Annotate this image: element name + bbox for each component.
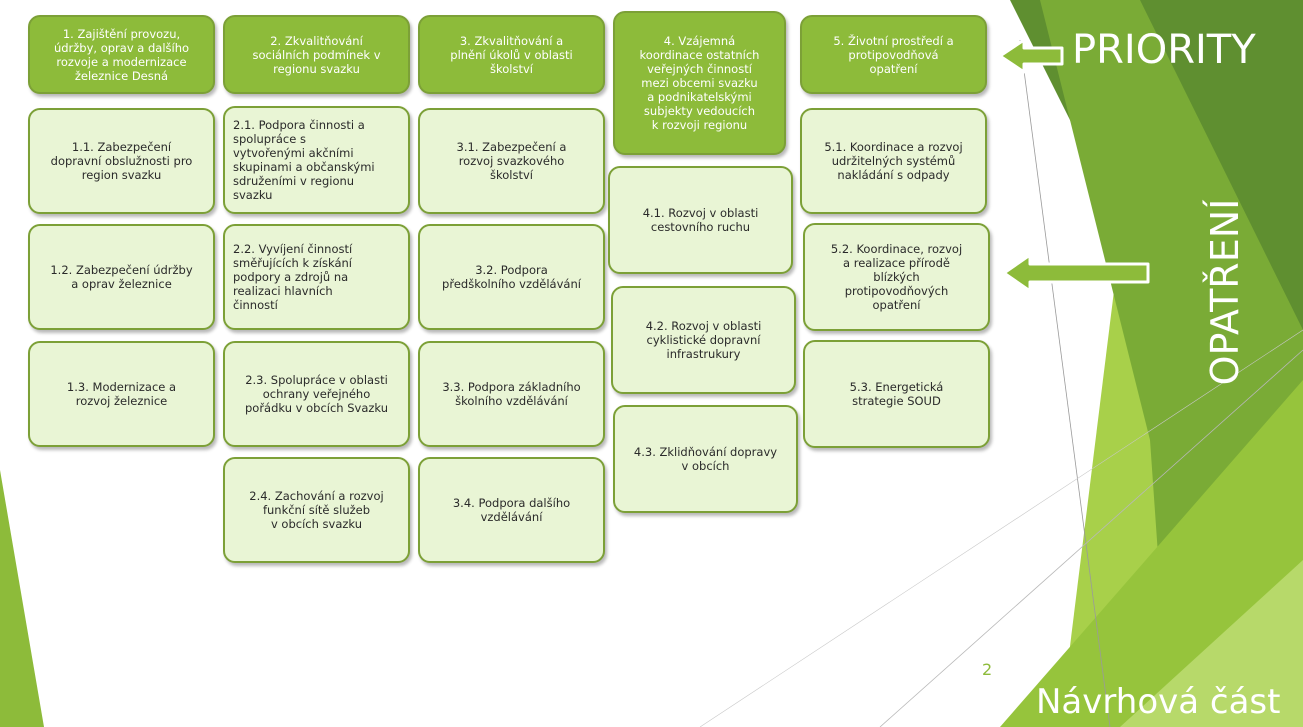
page-number: 2 — [982, 660, 993, 679]
measure-box-2-1: 2.1. Podpora činnosti a spolupráce s vytvořenými akčními skupinami a občanskými sdruženími v regionu svazku — [223, 106, 410, 214]
measure-box-3-2: 3.2. Podpora předškolního vzdělávání — [418, 224, 605, 330]
measure-box-3-3: 3.3. Podpora základního školního vzdělávání — [418, 341, 605, 447]
measure-box-3-4: 3.4. Podpora dalšího vzdělávání — [418, 457, 605, 563]
measure-box-5-1: 5.1. Koordinace a rozvoj udržitelných systémů nakládání s odpady — [800, 108, 987, 214]
measure-box-4-3: 4.3. Zklidňování dopravy v obcích — [613, 405, 798, 513]
left-edge-band — [0, 470, 44, 727]
measure-box-1-3: 1.3. Modernizace a rozvoj železnice — [28, 341, 215, 447]
measure-box-1-2: 1.2. Zabezpečení údržby a oprav železnice — [28, 224, 215, 330]
measure-box-2-4: 2.4. Zachování a rozvoj funkční sítě služeb v obcích svazku — [223, 457, 410, 563]
priority-box-1: 1. Zajištění provozu, údržby, oprav a dalšího rozvoje a modernizace železnice Desná — [28, 15, 215, 94]
priority-label: PRIORITY — [1072, 27, 1256, 73]
measure-box-5-3: 5.3. Energetická strategie SOUD — [803, 340, 990, 448]
section-title: Návrhová část — [1036, 682, 1281, 722]
priority-box-5: 5. Životní prostředí a protipovodňová opatření — [800, 15, 987, 94]
measure-box-5-2: 5.2. Koordinace, rozvoj a realizace přírodě blízkých protipovodňových opatření — [803, 223, 990, 331]
measures-label: OPATŘENÍ — [1203, 198, 1247, 386]
measure-box-2-3: 2.3. Spolupráce v oblasti ochrany veřejného pořádku v obcích Svazku — [223, 341, 410, 447]
measure-box-3-1: 3.1. Zabezpečení a rozvoj svazkového školství — [418, 108, 605, 214]
measure-box-4-1: 4.1. Rozvoj v oblasti cestovního ruchu — [608, 166, 793, 274]
priority-box-4: 4. Vzájemná koordinace ostatních veřejných činností mezi obcemi svazku a podnikatelskými subjekty vedoucích k rozvoji regionu — [613, 11, 786, 155]
measure-box-4-2: 4.2. Rozvoj v oblasti cyklistické dopravní infrastrukury — [611, 286, 796, 394]
priority-box-3: 3. Zkvalitňování a plnění úkolů v oblasti školství — [418, 15, 605, 94]
measure-box-2-2: 2.2. Vyvíjení činností směřujících k získání podpory a zdrojů na realizaci hlavních činností — [223, 224, 410, 330]
measure-box-1-1: 1.1. Zabezpečení dopravní obslužnosti pro region svazku — [28, 108, 215, 214]
priority-box-2: 2. Zkvalitňování sociálních podmínek v regionu svazku — [223, 15, 410, 94]
